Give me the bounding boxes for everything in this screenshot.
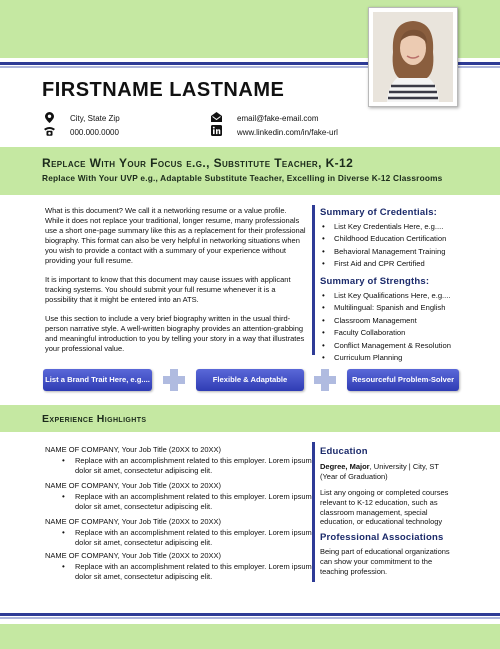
candidate-name: FIRSTNAME LASTNAME xyxy=(42,79,285,101)
summary-paragraph: What is this document? We call it a networking resume or a value profile. While it does not replace your traditional, longer resume, many professionals use a short one-page summary like this as a replacement for their professional biography. This format can also be very helpful in networking situations when you wish to provide a contact with a summary of your experience without providing your full resume. xyxy=(45,206,306,265)
list-item: • List Key Qualifications Here, e.g.... xyxy=(320,290,451,302)
education-heading: Education xyxy=(320,446,368,457)
footer-band xyxy=(0,624,500,649)
location-pin-icon xyxy=(44,112,54,122)
job-accomplishment: • Replace with an accomplishment related to this employer. Lorem ipsum dolor sit amet, consectetur adipiscing elit. xyxy=(62,492,312,511)
brand-trait-badge: Flexible & Adaptable xyxy=(196,369,304,391)
job-accomplishment: • Replace with an accomplishment related to this employer. Lorem ipsum dolor sit amet, consectetur adipiscing elit. xyxy=(62,562,312,581)
credentials-list xyxy=(320,221,446,271)
job-title: NAME OF COMPANY, Your Job Title (20XX to 20XX) xyxy=(45,517,222,526)
list-item: • Conflict Management & Resolution xyxy=(320,340,451,352)
list-item: • List Key Credentials Here, e.g.... xyxy=(320,221,446,233)
experience-heading: Experience Highlights xyxy=(42,413,147,425)
job-title: NAME OF COMPANY, Your Job Title (20XX to 20XX) xyxy=(45,445,222,454)
phone-icon xyxy=(44,126,54,136)
profile-photo-image xyxy=(373,12,453,102)
job-title: NAME OF COMPANY, Your Job Title (20XX to 20XX) xyxy=(45,481,222,490)
summary-paragraph: It is important to know that this document may cause issues with applicant tracking systems. You should submit your full resume whenever it is a possibility that it might be entered into an ATS. xyxy=(45,275,291,304)
list-item: • Classroom Management xyxy=(320,315,451,327)
column-divider xyxy=(312,442,315,582)
credentials-heading: Summary of Credentials: xyxy=(320,207,438,218)
job-accomplishment: • Replace with an accomplishment related to this employer. Lorem ipsum dolor sit amet, consectetur adipiscing elit. xyxy=(62,528,312,547)
job-title: NAME OF COMPANY, Your Job Title (20XX to 20XX) xyxy=(45,551,222,560)
profile-photo xyxy=(368,7,458,107)
list-item: • Behavioral Management Training xyxy=(320,246,446,258)
footer-stripe xyxy=(0,613,500,616)
plus-icon-bar xyxy=(314,376,336,384)
education-note: List any ongoing or completed courses relevant to K-12 education, such as classroom management, special education, or educational technology xyxy=(320,488,449,527)
brand-trait-badge: Resourceful Problem-Solver xyxy=(347,369,459,391)
focus-uvp: Replace With Your UVP e.g., Adaptable Substitute Teacher, Excelling in Diverse K-12 Classrooms xyxy=(42,173,443,183)
contact-linkedin[interactable]: www.linkedin.com/in/fake-url xyxy=(237,128,338,137)
list-item: • Faculty Collaboration xyxy=(320,327,451,339)
list-item: • Curriculum Planning xyxy=(320,352,451,364)
footer-stripe-light xyxy=(0,617,500,619)
summary-paragraph: Use this section to include a very brief biography written in the usual third-person narrative style. A well-written biography provides an attention-grabbing and meaningful introduction to you by telling your story in a way that illustrates your professional value. xyxy=(45,314,305,353)
education-degree: Degree, Major, University | City, ST xyxy=(320,462,439,471)
brand-trait-badge: List a Brand Trait Here, e.g.... xyxy=(43,369,152,391)
strengths-list xyxy=(320,290,451,364)
contact-email[interactable]: email@fake-email.com xyxy=(237,114,319,123)
associations-heading: Professional Associations xyxy=(320,532,444,543)
list-item: • First Aid and CPR Certified xyxy=(320,258,446,270)
column-divider xyxy=(312,205,315,355)
focus-title: Replace With Your Focus e.g., Substitute Teacher, K-12 xyxy=(42,156,354,170)
list-item: • Multilingual: Spanish and English xyxy=(320,302,451,314)
job-accomplishment: • Replace with an accomplishment related to this employer. Lorem ipsum dolor sit amet, consectetur adipiscing elit. xyxy=(62,456,312,475)
contact-phone: 000.000.0000 xyxy=(70,128,119,137)
strengths-heading: Summary of Strengths: xyxy=(320,276,430,287)
contact-city: City, State Zip xyxy=(70,114,120,123)
plus-icon-bar xyxy=(163,376,185,384)
focus-band xyxy=(0,147,500,195)
list-item: • Childhood Education Certification xyxy=(320,233,446,245)
education-year: (Year of Graduation) xyxy=(320,472,388,481)
associations-text: Being part of educational organizations can show your commitment to the teaching profession. xyxy=(320,547,450,576)
linkedin-icon xyxy=(211,125,221,135)
email-icon xyxy=(211,112,221,122)
